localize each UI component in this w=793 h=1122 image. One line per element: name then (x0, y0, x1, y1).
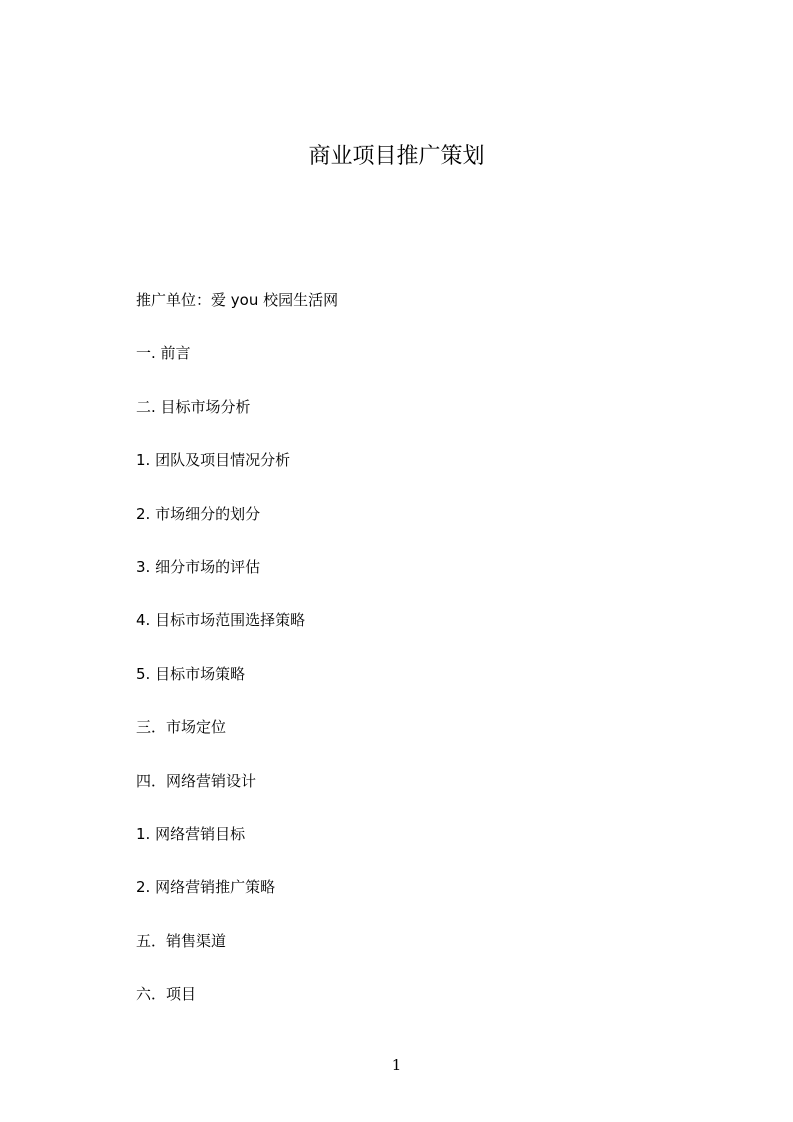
outline-item: 一. 前言 (136, 344, 191, 363)
outline-item: 四．网络营销设计 (136, 771, 257, 790)
outline-item: 1. 网络营销目标 (136, 824, 246, 843)
outline-item: 二. 目标市场分析 (136, 397, 251, 416)
page-number: 1 (391, 1056, 402, 1074)
outline-item: 4. 目标市场范围选择策略 (136, 611, 306, 630)
outline-item: 三．市场定位 (136, 718, 227, 737)
outline-item: 5. 目标市场策略 (136, 664, 246, 683)
outline-item: 2. 网络营销推广策略 (136, 878, 276, 897)
document-title: 商业项目推广策划 (308, 144, 485, 169)
outline-item: 1. 团队及项目情况分析 (136, 451, 291, 470)
outline-item: 3. 细分市场的评估 (136, 557, 261, 576)
outline-item: 2. 市场细分的划分 (136, 504, 261, 523)
outline-item: 六．项目 (136, 985, 197, 1004)
promoter-line: 推广单位：爱 you 校园生活网 (136, 291, 339, 309)
outline-list (136, 288, 338, 1035)
outline-item: 五．销售渠道 (136, 931, 227, 950)
